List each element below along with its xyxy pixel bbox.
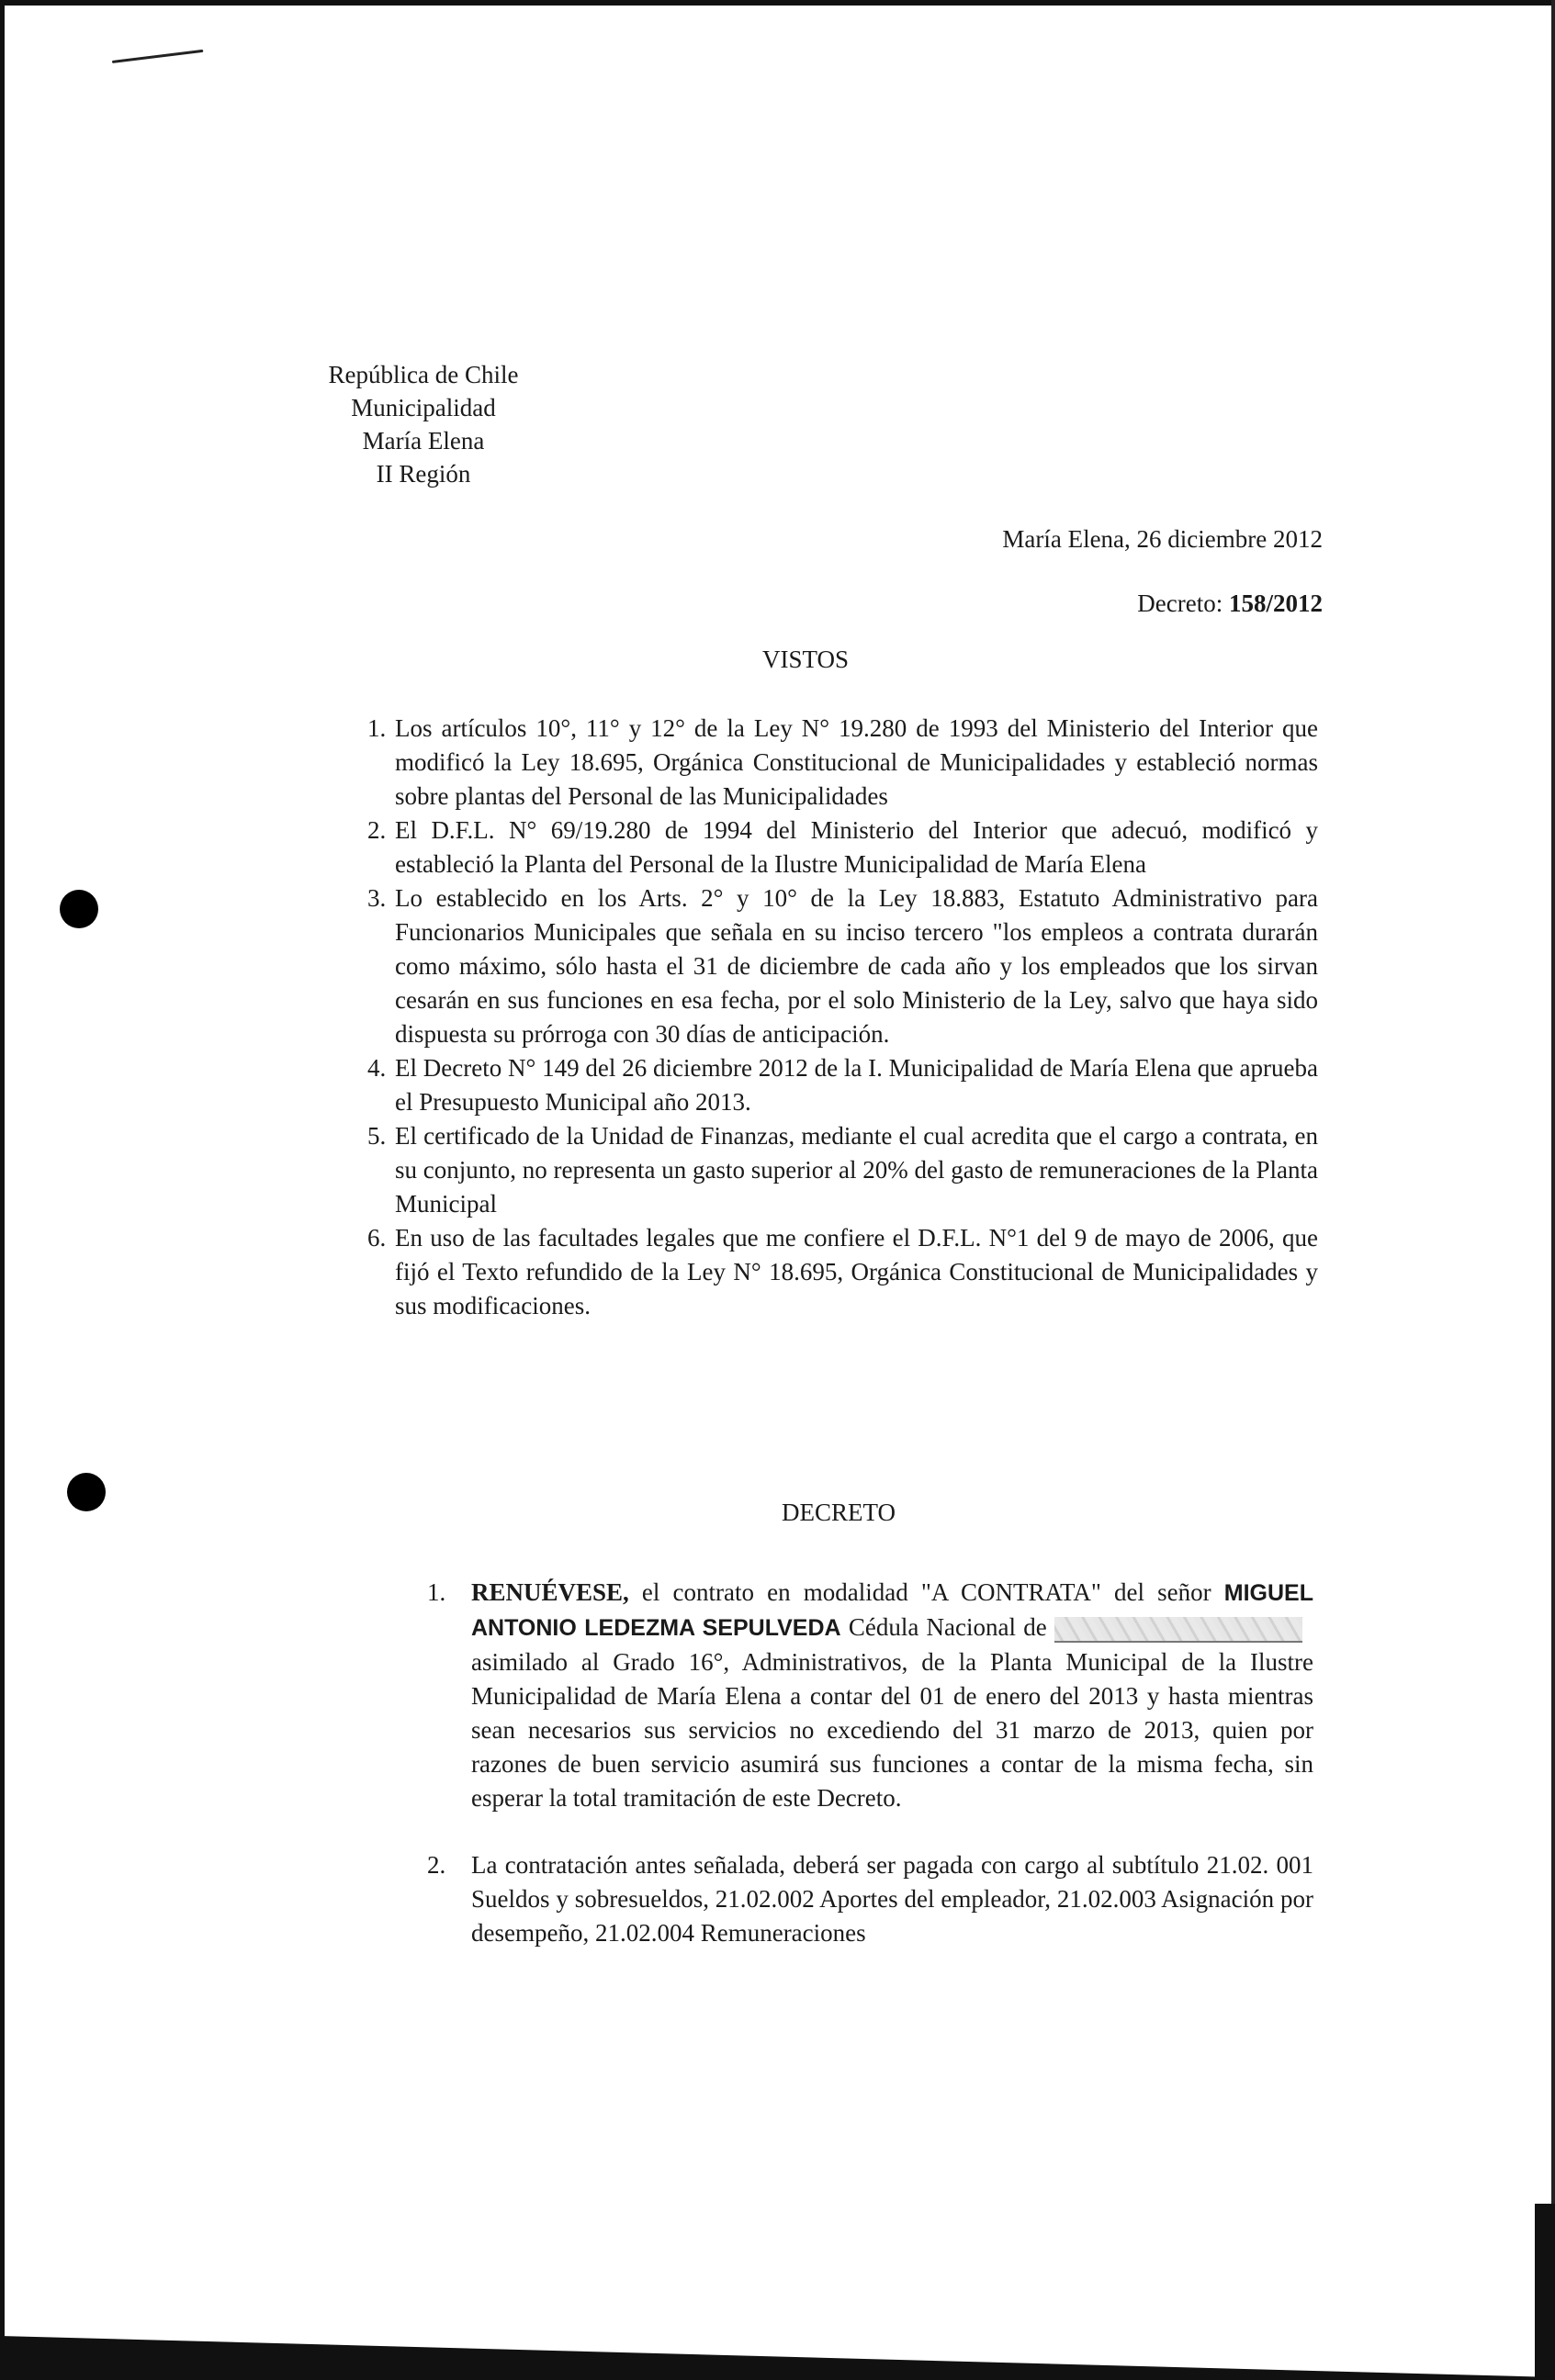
item-text: Los artículos 10°, 11° y 12° de la Ley N° 19.280 de 1993 del Ministerio del Interior que modificó la Ley 18.695, Orgánica Constitucional de Municipalidades y estableció normas sobre plantas del Personal de las Municipalidades	[395, 714, 1318, 810]
item-number: 1.	[367, 714, 387, 742]
item-text: el contrato en modalidad "A CONTRATA" del señor	[628, 1578, 1224, 1606]
scan-edge-right	[1551, 0, 1555, 2380]
vistos-item	[367, 814, 1318, 881]
decreto-list	[427, 1576, 1313, 1950]
scan-edge-bottom	[0, 2325, 1555, 2380]
item-text: La contratación antes señalada, deberá ser pagada con cargo al subtítulo 21.02. 001 Sueldos y sobresueldos, 21.02.002 Aportes del empleador, 21.02.003 Asignación por desempeño, 21.02.004 Remuneraciones	[471, 1851, 1313, 1947]
item-text: asimilado al Grado 16°, Administrativos, de la Planta Municipal de la Ilustre Municipalidad de María Elena a contar del 01 de enero del 2013 y hasta mientras sean necesarios sus servicios no excediendo del 31 marzo de 2013, quien por razones de buen servicio asumirá sus funciones a contar de la misma fecha, sin esperar la total tramitación de este Decreto.	[471, 1648, 1313, 1812]
item-text: Lo establecido en los Arts. 2° y 10° de la Ley 18.883, Estatuto Administrativo para Funcionarios Municipales que señala en su inciso tercero "los empleos a contrata durarán como máximo, sólo hasta el 31 de diciembre de cada año y los empleados que los sirvan cesarán en sus funciones en esa fecha, por el solo Ministerio de la Ley, salvo que haya sido dispuesta su prórroga con 30 días de anticipación.	[395, 884, 1318, 1048]
employee-name: MIGUEL ANTONIO LEDEZMA SEPULVEDA	[471, 1580, 1313, 1641]
item-number: 2.	[427, 1851, 446, 1879]
item-text: En uso de las facultades legales que me confiere el D.F.L. N°1 del 9 de mayo de 2006, que fijó el Texto refundido de la Ley N° 18.695, Orgánica Constitucional de Municipalidades y sus modificaciones.	[395, 1224, 1318, 1319]
item-number: 5.	[367, 1122, 387, 1150]
decreto-heading: DECRETO	[782, 1499, 896, 1526]
letterhead-region: II Región	[376, 460, 471, 488]
decreto-item	[427, 1576, 1313, 1815]
scan-edge-left	[0, 0, 5, 2380]
item-number: 4.	[367, 1054, 387, 1082]
vistos-heading: VISTOS	[762, 646, 850, 673]
vistos-item	[367, 712, 1318, 814]
letterhead-country: República de Chile	[328, 361, 519, 388]
decree-number-line	[1137, 589, 1323, 618]
letterhead-commune: María Elena	[362, 427, 485, 455]
item-text: Cédula Nacional de	[840, 1613, 1055, 1641]
item-text: El certificado de la Unidad de Finanzas, mediante el cual acredita que el cargo a contrata, en su conjunto, no representa un gasto superior al 20% del gasto de remuneraciones de la Planta Municipal	[395, 1122, 1318, 1218]
renewal-verb: RENUÉVESE,	[471, 1578, 629, 1606]
letterhead	[309, 358, 538, 490]
redacted-id-number	[1054, 1617, 1302, 1643]
stray-pen-mark	[112, 50, 204, 63]
vistos-item	[367, 1119, 1318, 1221]
decree-number: 158/2012	[1228, 589, 1323, 617]
vistos-list	[367, 712, 1318, 1323]
decree-label: Decreto:	[1137, 589, 1223, 617]
scan-edge-right-bottom	[1535, 2204, 1555, 2380]
vistos-item	[367, 1221, 1318, 1323]
item-number: 1.	[427, 1578, 446, 1606]
item-number: 2.	[367, 816, 387, 844]
scan-edge-top	[0, 0, 1555, 6]
item-text: El D.F.L. N° 69/19.280 de 1994 del Ministerio del Interior que adecuó, modificó y estableció la Planta del Personal de la Ilustre Municipalidad de María Elena	[395, 816, 1318, 878]
item-number: 3.	[367, 884, 387, 912]
decreto-item	[427, 1848, 1313, 1950]
item-text: El Decreto N° 149 del 26 diciembre 2012 de la I. Municipalidad de María Elena que aprueba el Presupuesto Municipal año 2013.	[395, 1054, 1318, 1116]
vistos-item	[367, 1051, 1318, 1119]
item-number: 6.	[367, 1224, 387, 1252]
punch-hole	[60, 890, 98, 928]
punch-hole	[67, 1473, 106, 1511]
date-line: María Elena, 26 diciembre 2012	[1002, 525, 1323, 553]
vistos-item	[367, 881, 1318, 1051]
letterhead-institution: Municipalidad	[351, 394, 496, 421]
